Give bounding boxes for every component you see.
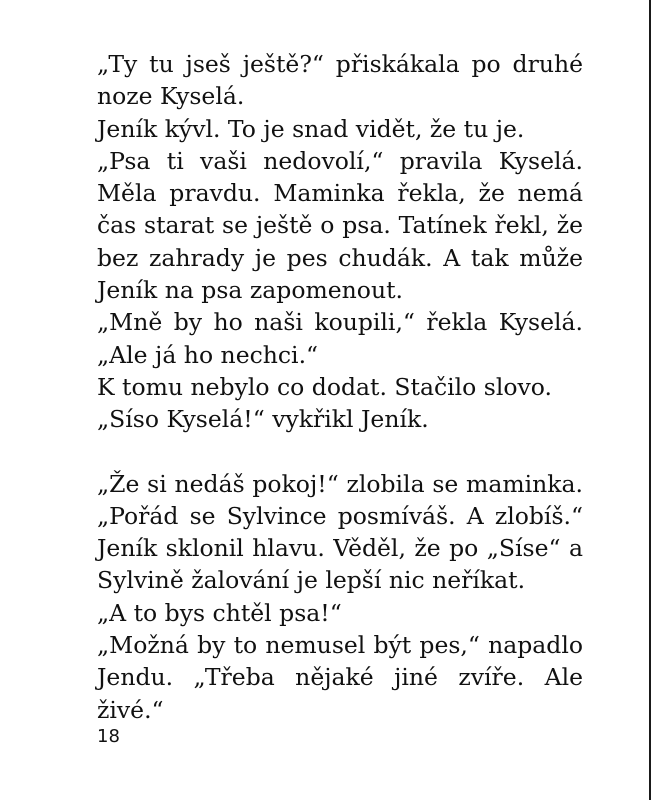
paragraph: K tomu nebylo co dodat. Stačilo slovo. [97, 372, 552, 401]
paragraph: „Že si nedáš pokoj!“ zlobila se maminka. „Pořád se Sylvince posmíváš. A zlobíš.“ Jeník sklonil hlavu. Věděl, že po „Síse“ a Sylvině žalování je lepší nic neříkat. [97, 469, 583, 595]
paragraph: „Síso Kyselá!“ vykřikl Jeník. [97, 405, 429, 434]
story-text [97, 48, 583, 726]
paragraph: „Mně by ho naši koupili,“ řekla Kyselá. „Ale já ho nechci.“ [97, 308, 583, 369]
paragraph: „Ty tu jseš ještě?“ přiskákala po druhé noze Kyselá. [97, 50, 583, 111]
paragraph: „Psa ti vaši nedovolí,“ pravila Kyselá. Měla pravdu. Maminka řekla, že nemá čas starat se ještě o psa. Tatínek řekl, že bez zahrady je pes chudák. A tak může Jeník na psa zapomenout. [97, 146, 583, 305]
paragraph: Jeník kývl. To je snad vidět, že tu je. [97, 114, 525, 143]
paragraph: „Možná by to nemusel být pes,“ napadlo Jendu. „Třeba nějaké jiné zvíře. Ale živé.“ [97, 631, 583, 724]
paragraph: „A to bys chtěl psa!“ [97, 598, 342, 627]
section-break [97, 436, 583, 468]
page-number: 18 [97, 726, 120, 747]
